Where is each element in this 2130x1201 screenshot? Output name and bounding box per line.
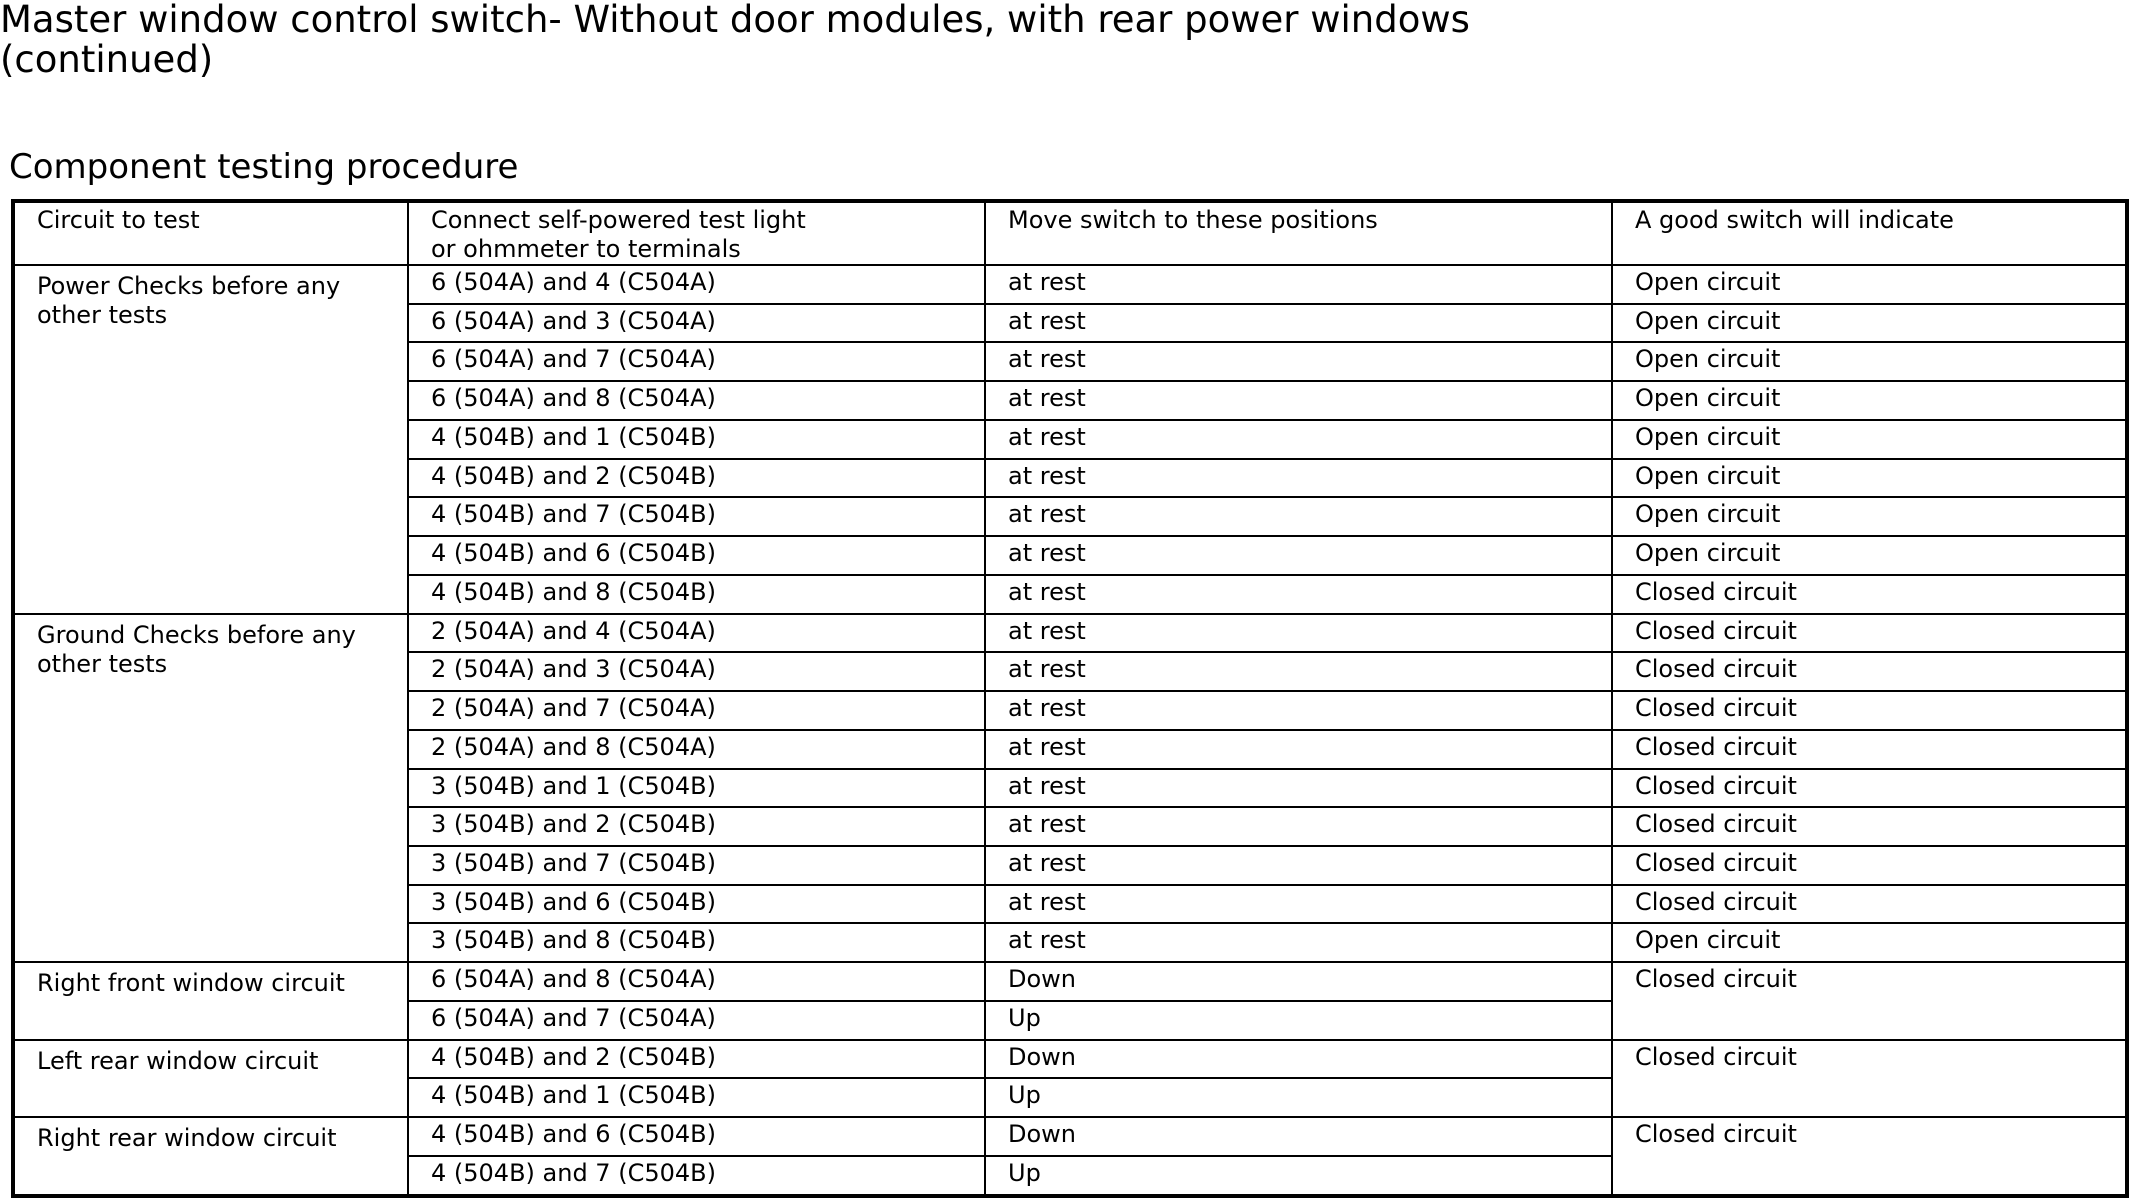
position-cell: at rest [985,652,1612,691]
terminals-cell: 4 (504B) and 7 (C504B) [408,1156,985,1196]
terminals-cell: 6 (504A) and 8 (C504A) [408,962,985,1001]
terminals-cell: 4 (504B) and 1 (C504B) [408,420,985,459]
result-cell: Open circuit [1612,381,2127,420]
terminals-cell: 4 (504B) and 2 (C504B) [408,1040,985,1079]
position-cell: at rest [985,459,1612,498]
position-cell: Up [985,1001,1612,1040]
terminals-cell: 2 (504A) and 3 (C504A) [408,652,985,691]
component-testing-table [11,199,2129,1198]
terminals-cell: 3 (504B) and 2 (C504B) [408,807,985,846]
terminals-cell: 6 (504A) and 8 (C504A) [408,381,985,420]
result-cell: Closed circuit [1612,885,2127,924]
position-cell: at rest [985,769,1612,808]
result-cell: Closed circuit [1612,652,2127,691]
position-cell: at rest [985,923,1612,962]
position-cell: at rest [985,807,1612,846]
result-cell: Open circuit [1612,304,2127,343]
position-cell: Down [985,1117,1612,1156]
result-cell: Closed circuit [1612,807,2127,846]
result-cell: Closed circuit [1612,962,2127,1039]
position-cell: at rest [985,536,1612,575]
result-cell: Closed circuit [1612,846,2127,885]
position-cell: at rest [985,885,1612,924]
table-row [13,614,2127,653]
terminals-cell: 6 (504A) and 7 (C504A) [408,342,985,381]
header-terminals [408,201,985,265]
position-cell: Up [985,1078,1612,1117]
result-cell: Open circuit [1612,459,2127,498]
section-title: Component testing procedure [9,147,519,187]
result-cell: Closed circuit [1612,614,2127,653]
terminals-cell: 3 (504B) and 1 (C504B) [408,769,985,808]
position-cell: at rest [985,420,1612,459]
document-title-continued: (continued) [0,38,214,81]
terminals-cell: 2 (504A) and 4 (C504A) [408,614,985,653]
position-cell: at rest [985,575,1612,614]
position-cell: at rest [985,497,1612,536]
document-title [0,0,1470,80]
terminals-cell: 2 (504A) and 7 (C504A) [408,691,985,730]
table-row [13,1117,2127,1156]
terminals-cell: 6 (504A) and 4 (C504A) [408,265,985,304]
terminals-cell: 2 (504A) and 8 (C504A) [408,730,985,769]
table-header-row [13,201,2127,265]
circuit-group-label: Ground Checks before any other tests [13,614,408,963]
position-cell: at rest [985,265,1612,304]
circuit-group-label: Right rear window circuit [13,1117,408,1196]
position-cell: at rest [985,304,1612,343]
circuit-group-label: Power Checks before any other tests [13,265,408,614]
position-cell: Down [985,962,1612,1001]
terminals-cell: 4 (504B) and 2 (C504B) [408,459,985,498]
terminals-cell: 3 (504B) and 6 (C504B) [408,885,985,924]
result-cell: Closed circuit [1612,769,2127,808]
position-cell: at rest [985,342,1612,381]
terminals-cell: 4 (504B) and 6 (C504B) [408,1117,985,1156]
header-terminals-line1: Connect self-powered test light [431,206,806,234]
result-cell: Open circuit [1612,265,2127,304]
terminals-cell: 3 (504B) and 8 (C504B) [408,923,985,962]
position-cell: at rest [985,381,1612,420]
position-cell: at rest [985,846,1612,885]
header-indicate: A good switch will indicate [1612,201,2127,265]
header-position: Move switch to these positions [985,201,1612,265]
position-cell: at rest [985,730,1612,769]
terminals-cell: 4 (504B) and 6 (C504B) [408,536,985,575]
circuit-group-label: Left rear window circuit [13,1040,408,1117]
terminals-cell: 4 (504B) and 1 (C504B) [408,1078,985,1117]
result-cell: Open circuit [1612,923,2127,962]
result-cell: Open circuit [1612,342,2127,381]
circuit-group-label: Right front window circuit [13,962,408,1039]
terminals-cell: 4 (504B) and 7 (C504B) [408,497,985,536]
position-cell: at rest [985,691,1612,730]
result-cell: Closed circuit [1612,730,2127,769]
result-cell: Closed circuit [1612,575,2127,614]
result-cell: Open circuit [1612,420,2127,459]
result-cell: Closed circuit [1612,691,2127,730]
position-cell: at rest [985,614,1612,653]
terminals-cell: 6 (504A) and 7 (C504A) [408,1001,985,1040]
table-row [13,1040,2127,1079]
result-cell: Closed circuit [1612,1040,2127,1117]
document-title-line: Master window control switch- Without door modules, with rear power windows [0,0,1470,41]
result-cell: Closed circuit [1612,1117,2127,1196]
result-cell: Open circuit [1612,536,2127,575]
table-row [13,962,2127,1001]
terminals-cell: 6 (504A) and 3 (C504A) [408,304,985,343]
table-row [13,265,2127,304]
position-cell: Up [985,1156,1612,1196]
header-terminals-line2: or ohmmeter to terminals [431,235,741,263]
position-cell: Down [985,1040,1612,1079]
terminals-cell: 3 (504B) and 7 (C504B) [408,846,985,885]
result-cell: Open circuit [1612,497,2127,536]
terminals-cell: 4 (504B) and 8 (C504B) [408,575,985,614]
header-circuit: Circuit to test [13,201,408,265]
